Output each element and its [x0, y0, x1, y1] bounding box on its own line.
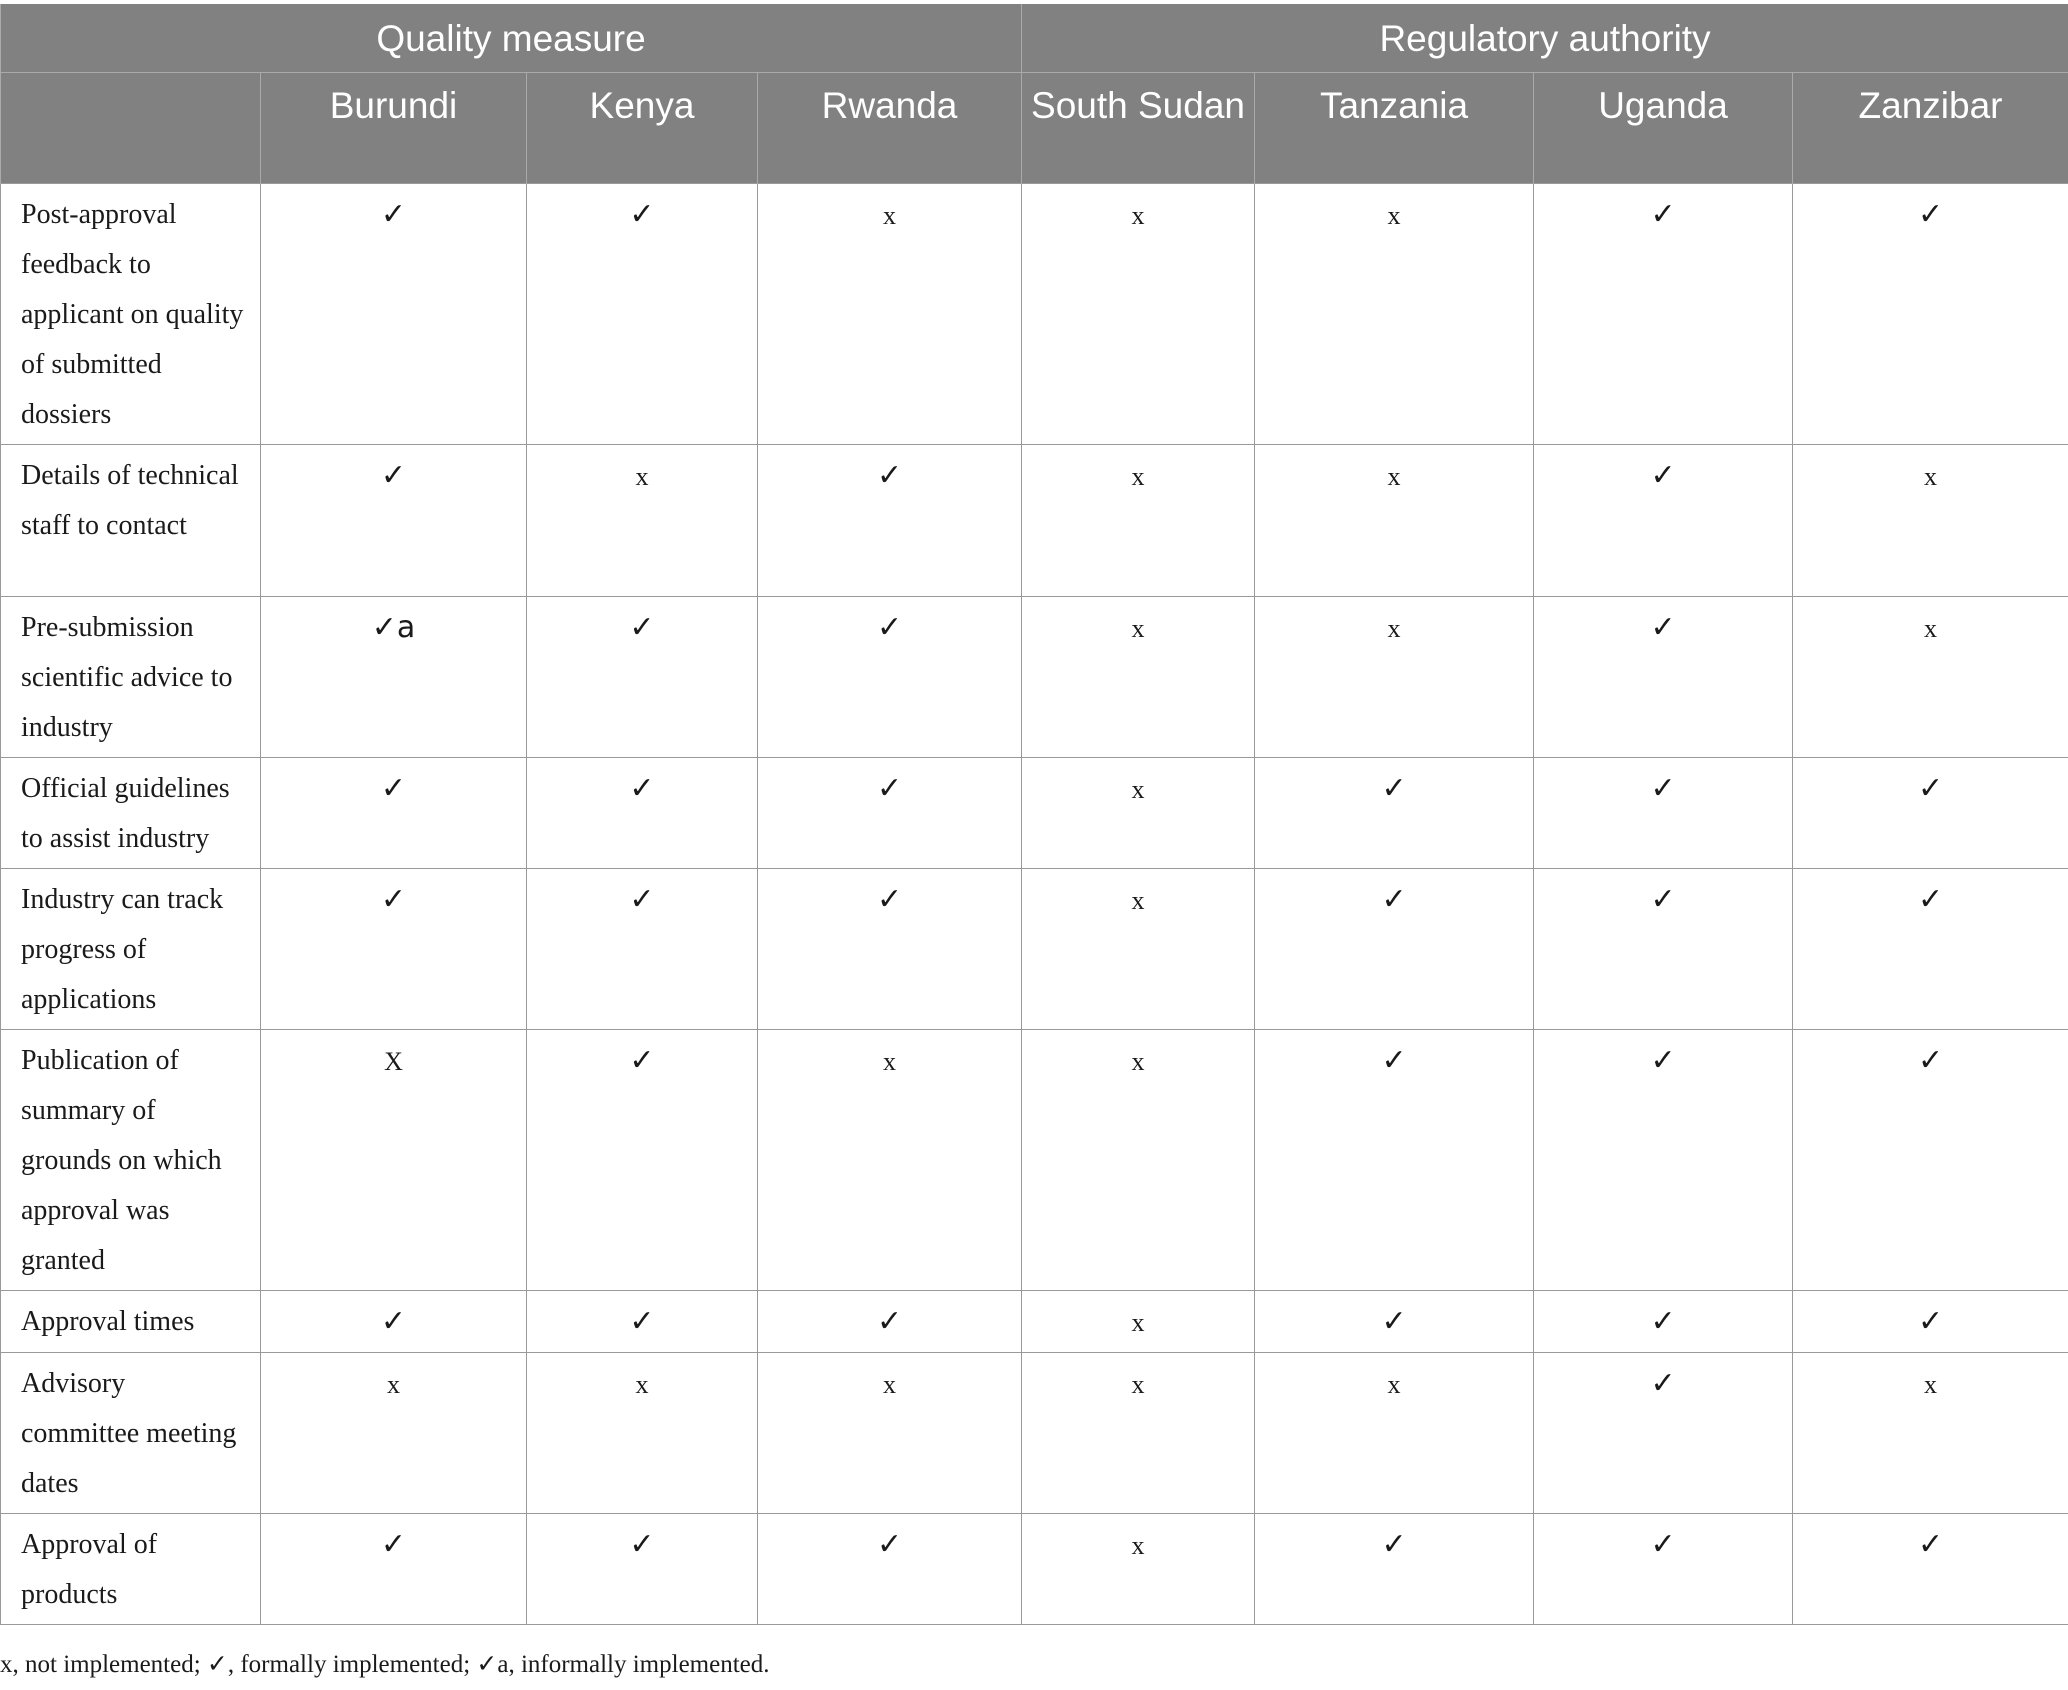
quality-measures-table: [0, 4, 2068, 1625]
status-cell: [758, 868, 1022, 1029]
table-row: [1, 868, 2068, 1029]
check-mark-icon: ✓: [1650, 1365, 1676, 1401]
status-cell: [1534, 183, 1793, 444]
measure-cell: Official guidelines to assist industry: [1, 757, 261, 868]
check-mark-icon: ✓: [1650, 196, 1676, 232]
not-implemented-mark: x: [1131, 774, 1145, 804]
measure-cell: Details of technical staff to contact: [1, 444, 261, 596]
status-cell: [1022, 1290, 1255, 1352]
status-cell: [758, 596, 1022, 757]
not-implemented-mark: x: [1924, 1369, 1938, 1399]
check-mark-icon: ✓: [380, 881, 407, 917]
check-mark-icon: ✓: [1917, 1042, 1944, 1078]
not-implemented-mark: x: [1387, 1369, 1401, 1399]
table-body: [1, 183, 2068, 1624]
not-implemented-mark: x: [883, 1369, 896, 1399]
not-implemented-mark: x: [635, 1369, 649, 1399]
status-cell: [1793, 1352, 2068, 1513]
status-cell: [1534, 1513, 1793, 1624]
check-mark-icon: ✓: [876, 1303, 903, 1339]
status-cell: [758, 1290, 1022, 1352]
status-cell: [527, 868, 758, 1029]
check-mark-icon: ✓: [876, 1526, 903, 1562]
status-cell: [1022, 1352, 1255, 1513]
check-mark-icon: ✓: [1650, 770, 1676, 806]
not-implemented-mark: x: [1131, 461, 1145, 491]
check-mark-icon: ✓: [1917, 1526, 1944, 1562]
status-cell: [1255, 444, 1534, 596]
not-implemented-mark: x: [1924, 613, 1938, 643]
measure-cell: Approval times: [1, 1290, 261, 1352]
check-mark-icon: ✓: [1650, 1303, 1676, 1339]
check-mark-icon: ✓: [1650, 457, 1676, 493]
status-cell: [1793, 1513, 2068, 1624]
check-mark-icon: ✓: [380, 770, 407, 806]
check-mark-icon: ✓: [629, 196, 655, 232]
not-implemented-mark: x: [635, 461, 649, 491]
status-cell: [758, 444, 1022, 596]
status-cell: [1793, 444, 2068, 596]
check-mark-icon: ✓: [629, 1526, 655, 1562]
table-header: [1, 4, 2068, 183]
status-cell: [527, 1029, 758, 1290]
check-mark-icon: ✓: [380, 457, 407, 493]
status-cell: [1022, 757, 1255, 868]
status-cell: [1534, 757, 1793, 868]
not-implemented-mark: x: [1131, 1046, 1145, 1076]
status-cell: [261, 1513, 527, 1624]
status-cell: [1255, 596, 1534, 757]
status-cell: [1534, 868, 1793, 1029]
status-cell: [261, 596, 527, 757]
status-cell: [1534, 444, 1793, 596]
check-mark-icon: ✓: [629, 1303, 655, 1339]
status-cell: [1022, 596, 1255, 757]
not-implemented-mark: x: [1131, 885, 1145, 915]
status-cell: [1255, 868, 1534, 1029]
check-mark-informal-icon: ✓a: [371, 609, 416, 645]
check-mark-icon: ✓: [876, 770, 903, 806]
table-row: [1, 1513, 2068, 1624]
status-cell: [758, 1352, 1022, 1513]
header-country-tanzania: Tanzania: [1255, 72, 1534, 183]
not-implemented-mark: x: [1387, 613, 1401, 643]
check-mark-icon: ✓: [1381, 770, 1407, 806]
status-cell: [1793, 868, 2068, 1029]
status-cell: [1022, 1029, 1255, 1290]
not-implemented-mark: X: [384, 1046, 403, 1076]
measure-cell: Pre-submission scientific advice to industry: [1, 596, 261, 757]
status-cell: [1793, 1290, 2068, 1352]
check-mark-icon: ✓: [876, 609, 903, 645]
table-footnote: x, not implemented; ✓, formally implemented; ✓a, informally implemented.: [0, 1651, 770, 1678]
check-mark-icon: ✓: [1917, 1303, 1944, 1339]
check-mark-icon: ✓: [876, 457, 903, 493]
check-mark-icon: ✓: [1917, 881, 1944, 917]
status-cell: [527, 1352, 758, 1513]
table-row: [1, 1352, 2068, 1513]
check-mark-icon: ✓: [1650, 881, 1676, 917]
check-mark-icon: ✓: [380, 1526, 407, 1562]
status-cell: [1022, 868, 1255, 1029]
not-implemented-mark: x: [1924, 461, 1938, 491]
not-implemented-mark: x: [387, 1369, 400, 1399]
header-country-kenya: Kenya: [527, 72, 758, 183]
not-implemented-mark: x: [1387, 200, 1401, 230]
status-cell: [261, 183, 527, 444]
status-cell: [1255, 1290, 1534, 1352]
not-implemented-mark: x: [1131, 1369, 1145, 1399]
header-country-south-sudan: South Sudan: [1022, 72, 1255, 183]
status-cell: [1255, 757, 1534, 868]
check-mark-icon: ✓: [629, 609, 655, 645]
status-cell: [758, 1029, 1022, 1290]
measure-cell: Advisory committee meeting dates: [1, 1352, 261, 1513]
status-cell: [1255, 1029, 1534, 1290]
status-cell: [261, 1029, 527, 1290]
check-mark-icon: ✓: [629, 881, 655, 917]
status-cell: [758, 183, 1022, 444]
table-row: [1, 1290, 2068, 1352]
header-country-row: [1, 72, 2068, 183]
not-implemented-mark: x: [1131, 613, 1145, 643]
table-row: [1, 1029, 2068, 1290]
status-cell: [1534, 1352, 1793, 1513]
status-cell: [527, 1513, 758, 1624]
status-cell: [527, 444, 758, 596]
measure-cell: Publication of summary of grounds on which approval was granted: [1, 1029, 261, 1290]
status-cell: [1793, 183, 2068, 444]
status-cell: [1255, 1352, 1534, 1513]
check-mark-icon: ✓: [1650, 609, 1676, 645]
status-cell: [1534, 1029, 1793, 1290]
check-mark-icon: ✓: [629, 770, 655, 806]
status-cell: [527, 183, 758, 444]
measure-cell: Approval of products: [1, 1513, 261, 1624]
header-country-burundi: Burundi: [261, 72, 527, 183]
status-cell: [758, 1513, 1022, 1624]
not-implemented-mark: x: [1131, 1530, 1145, 1560]
status-cell: [261, 757, 527, 868]
status-cell: [261, 868, 527, 1029]
header-country-uganda: Uganda: [1534, 72, 1793, 183]
table-row: [1, 596, 2068, 757]
status-cell: [261, 1352, 527, 1513]
header-group-row: [1, 4, 2068, 72]
header-quality-measure: Quality measure: [1, 4, 1022, 72]
header-empty-cell: [1, 72, 261, 183]
not-implemented-mark: x: [1131, 200, 1145, 230]
status-cell: [1534, 1290, 1793, 1352]
check-mark-icon: ✓: [629, 1042, 655, 1078]
table-row: [1, 183, 2068, 444]
check-mark-icon: ✓: [876, 881, 903, 917]
not-implemented-mark: x: [883, 1046, 896, 1076]
status-cell: [1022, 183, 1255, 444]
status-cell: [1255, 1513, 1534, 1624]
check-mark-icon: ✓: [1381, 1042, 1407, 1078]
regulatory-table-container: [0, 4, 2068, 1625]
not-implemented-mark: x: [1131, 1307, 1145, 1337]
status-cell: [1534, 596, 1793, 757]
check-mark-icon: ✓: [1917, 770, 1944, 806]
check-mark-icon: ✓: [1381, 881, 1407, 917]
status-cell: [1022, 1513, 1255, 1624]
status-cell: [527, 1290, 758, 1352]
status-cell: [527, 757, 758, 868]
measure-cell: Post-approval feedback to applicant on quality of submitted dossiers: [1, 183, 261, 444]
check-mark-icon: ✓: [1650, 1042, 1676, 1078]
check-mark-icon: ✓: [380, 196, 407, 232]
check-mark-icon: ✓: [1381, 1303, 1407, 1339]
header-regulatory-authority: Regulatory authority: [1022, 4, 2068, 72]
status-cell: [1022, 444, 1255, 596]
header-country-zanzibar: Zanzibar: [1793, 72, 2068, 183]
check-mark-icon: ✓: [1917, 196, 1944, 232]
status-cell: [527, 596, 758, 757]
check-mark-icon: ✓: [1381, 1526, 1407, 1562]
status-cell: [261, 1290, 527, 1352]
status-cell: [758, 757, 1022, 868]
check-mark-icon: ✓: [380, 1303, 407, 1339]
not-implemented-mark: x: [1387, 461, 1401, 491]
status-cell: [1255, 183, 1534, 444]
not-implemented-mark: x: [883, 200, 896, 230]
table-row: [1, 757, 2068, 868]
header-country-rwanda: Rwanda: [758, 72, 1022, 183]
status-cell: [261, 444, 527, 596]
status-cell: [1793, 596, 2068, 757]
check-mark-icon: ✓: [1650, 1526, 1676, 1562]
status-cell: [1793, 757, 2068, 868]
table-row: [1, 444, 2068, 596]
status-cell: [1793, 1029, 2068, 1290]
measure-cell: Industry can track progress of applications: [1, 868, 261, 1029]
